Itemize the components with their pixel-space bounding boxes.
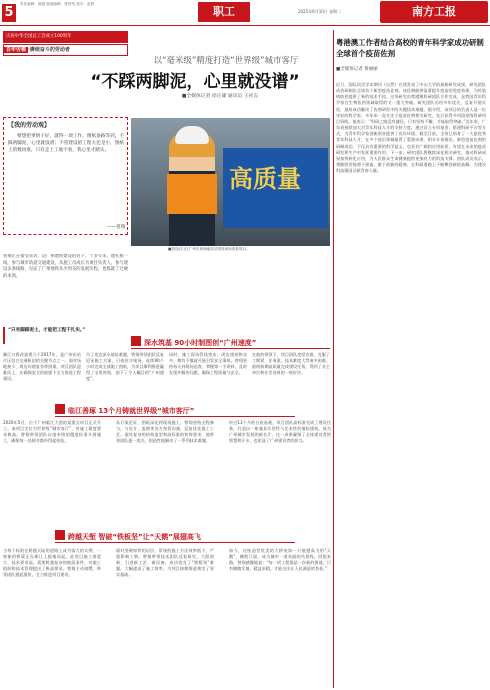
newspaper-logo: 南方工报 (380, 1, 488, 23)
main-headline: “不踩两脚泥，心里就没谱” (90, 72, 300, 92)
header-divider (0, 25, 490, 26)
series-banner: 庆祝中华全国总工会成立100周年 (3, 31, 128, 43)
topic-text: ·赓续奋斗的劳动者 (28, 47, 70, 53)
byline: ■全媒体记者 徐庄庸 通讯员 王祥志 (181, 94, 259, 99)
section-title-1: 深水筑基 90小时制图创“广州速度” (144, 339, 257, 347)
section3-col: 当每个标的在跨越天险的道路上成为客大的实例，一座新的桥梁正在珠江上拔地而起。此项目施工难度大、技术要求高，需要跨越复杂的地质条件，对施工组织和技术管理提出了极高要求。曾翔主动请缨，带领团队挑起重担，全力推进项目建设。 (3, 548, 101, 578)
photo-board-text: 高质量 (229, 165, 301, 193)
side-article-byline: ■全媒体记者 黄丽丽 (336, 67, 378, 72)
editorial-text: 要想把事情干好，就得一项工作、图纸条路等到，不踩两脚泥，心里就没谱；不管建设的工程大还是小，图纸上的数再准，只有走上工地不看，我心里才踏实。 (8, 134, 124, 154)
section3-col: 面对坚硬如铁的岩层，常规的施工方法效率低下，严重影响工期。曾翔带领技术团队反复研究，大胆创新，引进新工艺、新设备，成功攻克了“铁板坚”难题，大幅提高了施工效率，为项目按期推进奠定了坚实基础。 (116, 548, 214, 578)
issue-date: 2025年6月10日 星期二 (298, 9, 342, 14)
section-header-2 (55, 404, 295, 417)
section-title-2: 临江善琢 13个月铸就世界级“城市客厅” (68, 407, 195, 415)
intro-paragraph: 曾翔正在接受采访，是广州地铁建设的骨干。十多年来，他扎根一线，参与城市轨道交通建设，从施工员成长为项目负责人，参与建设多条线路，见证了广州地铁从少到多的发展历程，也练就了过硬的本领。 (3, 254, 128, 279)
topic-banner (3, 44, 128, 56)
editorial-title: 【我的劳动观】 (8, 122, 51, 129)
section1-col: 为了攻克深水基坑难题，曾翔带领团队反复论证施工方案，日夜驻守现场，连续90个小时完成全部施工图纸，为项目顺利推进赢得了宝贵时间，创下了令人瞩目的“广州速度”。 (86, 352, 164, 382)
editor-line: 责任编辑：黄丽 版面编辑：张珂茂 校对：赵婷 (20, 2, 95, 6)
section1-col: 在他的带领下，项目团队攻坚克难，克服了工期紧、任务重、技术难度大等诸多困难，最终如期高质量完成建设任务，得到了业主单位和社会各界的一致好评。 (252, 352, 330, 376)
kicker-headline: 以“毫米级”精度打造“世界级”城市客厅 (153, 56, 299, 66)
section1-col: 同时，施工现场管线密布，周边建筑物众多，稍有不慎就可能引发安全事故。曾翔坚持每天到现场巡查，掌握第一手资料，及时发现并解决问题，确保工程质量与安全。 (169, 352, 247, 376)
section-title-3: 跨越天堑 智破“铁板坚”让“天鹅”展翅高飞 (68, 533, 201, 541)
section2-col: 经过13个月的日夜奋战，项目团队高标准完成了建设任务，打造出一座兼具实用性与艺术性的地标建筑，成为广州城市发展的新名片。这一成果凝聚了全体建设者的智慧和汗水，也彰显了广州建设者的担当。 (229, 420, 331, 444)
section2-col: 2020年5月，位于广州临江大道的某重点项目正式开工。该项目定位为世界级“城市客厅”，对施工精度要求极高。曾翔带领团队以毫米级的精度标准开展施工，确保每一处细节都经得起检验。 (3, 420, 101, 444)
photo-caption: ■曾翔(右)在广州市黄埔地铁站建设现场查看项目。 (168, 247, 250, 251)
editorial-signature: ——曾翔 (107, 225, 125, 230)
section1-col: 骤江口将改造建立于2017年，是广州东站片区综合交通枢纽的关键节点之一。面对场地狭小、周边环境复杂等困难，项目团队迎难而上，在确保安全的前提下全力推进工程建设。 (3, 352, 81, 382)
topic-tag: 百年劳模 (6, 47, 27, 53)
bold-quote: “只有脚踩泥土，才能把工程干扎实。” (3, 327, 128, 344)
section-header-1 (131, 336, 330, 349)
column-divider (333, 30, 334, 688)
side-article-title: 粤港澳工作者结合高校的青年科学家成功研制全球首个疫苗佐剂 (336, 38, 484, 58)
section-name: 职工 (198, 2, 250, 22)
article-photo (131, 118, 330, 246)
section-header-3 (55, 530, 295, 543)
page-number: 5 (2, 4, 16, 22)
side-article-body: 近日，国际顶尖学术期刊《自然》在线发表了中山大学的最新研究成果，研究团队成功研制出全球首个新型疫苗佐剂。该佐剂能够显著提升疫苗的免疫效果，为传染病防控提供了新的技术手段。这项研究由粤港澳科研团队合作完成，是我国青年科学家在生物医药领域取得的又一重大突破。研究团队历经多年攻关，反复开展实验，最终成功解决了佐剂研发中的关键技术难题。据介绍，该项目的负责人是一位年轻的科学家，多年来一直专注于疫苗佐剂相关研究，先后获得多项国家级科研项目资助。他表示：“科研之路没有捷径，只有坚持不懈，才能取得突破。”近年来，广东省持续加大对青年科技人才的支持力度，通过设立专项基金、搭建科研平台等方式，为青年科学家创新创业提供了良好环境。截至目前，全省已培育了一大批优秀青年科技人才，在多个前沿领域取得了重要成果。相关专家指出，新型疫苗佐剂的研制成功，不仅具有重要的科学意义，也具有广阔的应用前景，有望在未来的疫苗研发和生产中发挥重要作用。下一步，研究团队将继续深化相关研究，推动科研成果加快转化应用，为人民群众生命健康提供更加有力的科技支撑。团队成员表示，将继续发扬勇于探索、敢于创新的精神，在科研道路上不断攀登新的高峰，为建设科技强国贡献青春力量。 (336, 82, 486, 174)
section3-col: 如今，这座造型优美的大桥宛如一只展翅高飞的“天鹅”，横跨江面，成为城市一道亮丽的风景线。回望来路，曾翔感慨地说：“每一项工程都是一次新的挑战，只有脚踏实地、精益求精，才能交出让人民满意的答卷。” (229, 548, 331, 572)
section2-col: 从方案论证、图纸深化到现场施工，曾翔坚持全程参与，与设计、监理等各方密切沟通，反复优化施工工艺。面对复杂的结构造型和高标准的装饰要求，他带领团队逐一攻关，创造性地解决了一系列技术难题。 (116, 420, 214, 444)
